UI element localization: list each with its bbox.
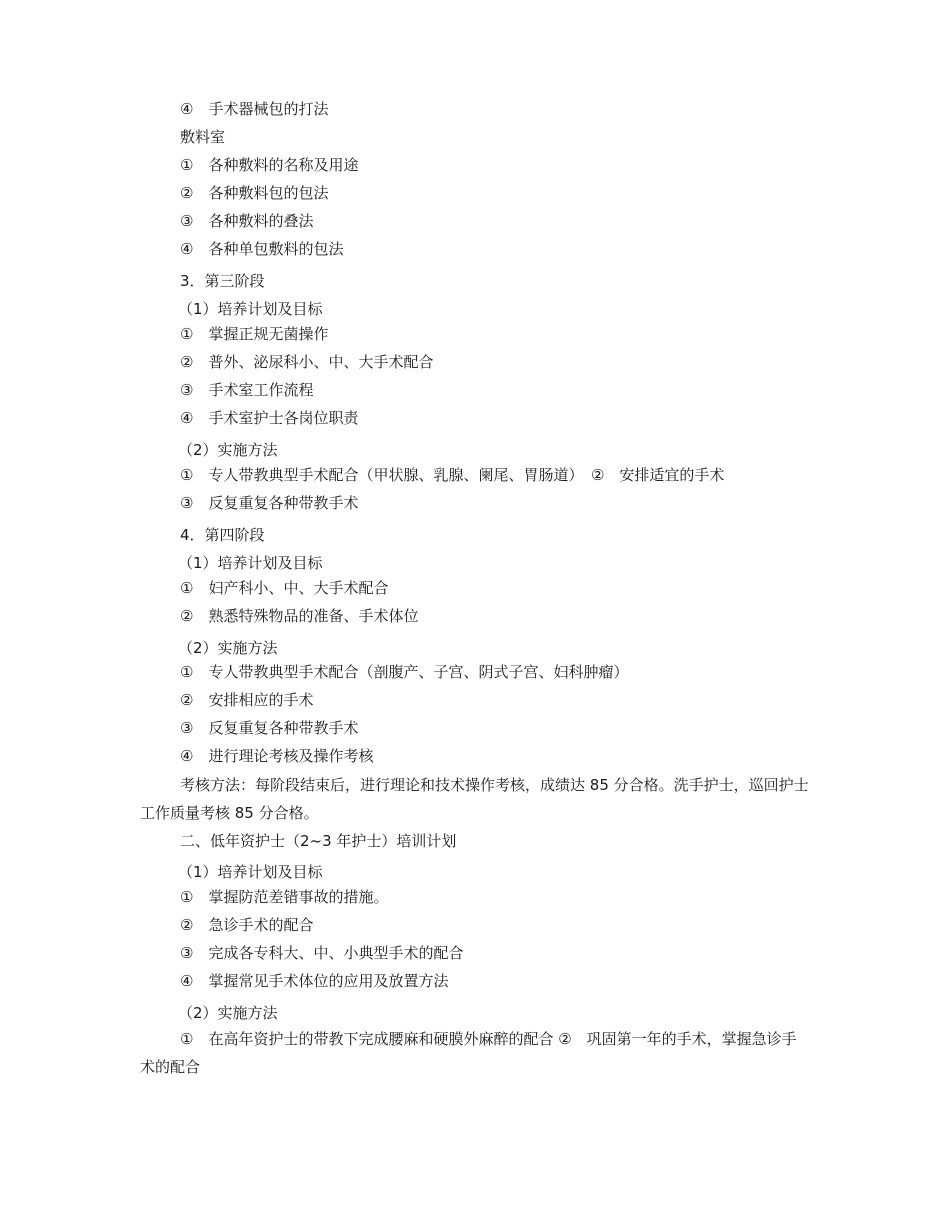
list-item: ① 掌握防范差错事故的措施。 — [180, 888, 389, 906]
list-item: ③ 反复重复各种带教手术 — [180, 719, 359, 737]
list-item: ③ 各种敷料的叠法 — [180, 212, 314, 230]
subsection-heading: （2）实施方法 — [178, 639, 278, 657]
list-item: ③ 反复重复各种带教手术 — [180, 494, 359, 512]
list-item: ② 急诊手术的配合 — [180, 916, 314, 934]
list-item: ③ 完成各专科大、中、小典型手术的配合 — [180, 944, 464, 962]
subsection-heading: （1）培养计划及目标 — [178, 863, 323, 881]
list-item: ④ 进行理论考核及操作考核 — [180, 747, 374, 765]
list-item: ① 专人带教典型手术配合（甲状腺、乳腺、阑尾、胃肠道） ② 安排适宜的手术 — [180, 466, 725, 484]
subsection-heading: （2）实施方法 — [178, 1004, 278, 1022]
list-item: ④ 手术器械包的打法 — [180, 100, 329, 118]
section-heading: 二、低年资护士（2~3 年护士）培训计划 — [180, 832, 457, 850]
list-item: ② 各种敷料包的包法 — [180, 184, 329, 202]
subsection-heading: （1）培养计划及目标 — [178, 300, 323, 318]
list-item: ③ 手术室工作流程 — [180, 381, 314, 399]
list-item: ④ 手术室护士各岗位职责 — [180, 409, 359, 427]
assessment-paragraph: 考核方法：每阶段结束后，进行理论和技术操作考核，成绩达 85 分合格。洗手护士，巡回护士工作质量考核 85 分合格。 — [140, 776, 809, 822]
section-heading: 3．第三阶段 — [180, 272, 265, 290]
list-item: ④ 各种单包敷料的包法 — [180, 240, 344, 258]
implementation-paragraph: ① 在高年资护士的带教下完成腰麻和硬膜外麻醉的配合 ② 巩固第一年的手术，掌握急诊手术的配合 — [140, 1030, 797, 1076]
list-item: ① 各种敷料的名称及用途 — [180, 156, 359, 174]
list-item: ① 专人带教典型手术配合（剖腹产、子宫、阴式子宫、妇科肿瘤） — [180, 663, 629, 681]
subsection-heading: （2）实施方法 — [178, 441, 278, 459]
section-heading: 敷料室 — [180, 128, 226, 146]
list-item: ① 妇产科小、中、大手术配合 — [180, 579, 389, 597]
section-heading: 4．第四阶段 — [180, 526, 265, 544]
list-item: ① 掌握正规无菌操作 — [180, 325, 329, 343]
subsection-heading: （1）培养计划及目标 — [178, 554, 323, 572]
list-item: ② 普外、泌尿科小、中、大手术配合 — [180, 353, 434, 371]
list-item: ④ 掌握常见手术体位的应用及放置方法 — [180, 972, 449, 990]
list-item: ② 熟悉特殊物品的准备、手术体位 — [180, 607, 419, 625]
list-item: ② 安排相应的手术 — [180, 691, 314, 709]
